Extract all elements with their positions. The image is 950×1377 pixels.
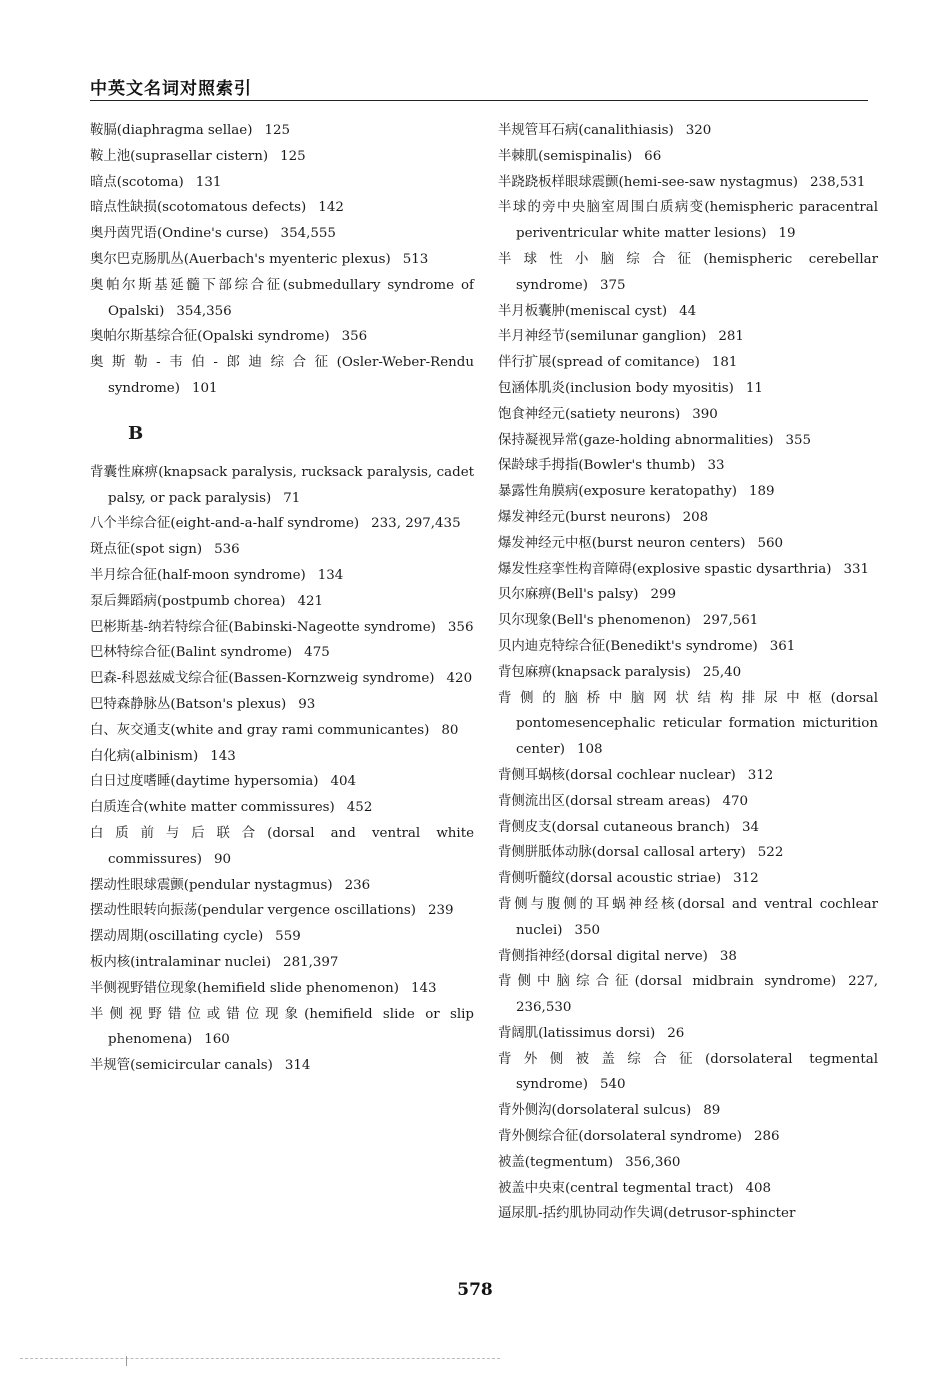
index-entry — [498, 428, 878, 454]
index-pages: 390 — [692, 406, 718, 422]
index-pages: 331 — [843, 561, 869, 577]
index-term: 被盖中央束(central tegmental tract) — [498, 1180, 734, 1196]
index-pages: 236 — [344, 877, 371, 893]
index-term: 白化病(albinism) — [90, 748, 199, 764]
index-pages: 108 — [576, 742, 603, 758]
index-entry — [90, 118, 474, 144]
index-entry — [90, 273, 474, 325]
index-entry — [498, 840, 878, 866]
index-term: 背外侧被盖综合征(dorsolateral tegmental syndrome) — [498, 1051, 878, 1093]
index-pages: 356,360 — [625, 1154, 681, 1170]
index-pages: 143 — [411, 980, 437, 996]
index-pages: 142 — [318, 200, 344, 216]
index-entry — [498, 376, 878, 402]
index-entry — [90, 744, 474, 770]
index-term: 背阔肌(latissimus dorsi) — [498, 1025, 656, 1041]
index-term: 半月神经节(semilunar ganglion) — [498, 329, 707, 345]
index-entry — [90, 924, 474, 950]
index-entry — [498, 1098, 878, 1124]
index-pages: 281 — [718, 329, 744, 345]
index-pages: 281,397 — [283, 954, 339, 970]
index-term: 泵后舞蹈病(postpumb chorea) — [90, 593, 286, 609]
index-term: 背囊性麻痹(knapsack paralysis, rucksack paralysis, cadet palsy, or pack paralysis) — [90, 464, 474, 506]
index-term: 半球的旁中央脑室周围白质病变(hemispheric paracentral periventricular white matter lesions) — [498, 200, 878, 242]
index-entry — [498, 350, 878, 376]
index-entry — [90, 950, 474, 976]
index-pages: 356 — [341, 329, 368, 345]
index-pages: 38 — [719, 948, 737, 964]
index-pages: 475 — [304, 645, 330, 661]
index-entry — [498, 402, 878, 428]
index-entry — [90, 589, 474, 615]
index-entry — [498, 892, 878, 944]
page-header-title: 中英文名词对照索引 — [90, 79, 252, 99]
index-entry — [498, 299, 878, 325]
index-pages: 286 — [753, 1129, 780, 1145]
index-pages: 33 — [707, 458, 725, 474]
index-term: 背侧皮支(dorsal cutaneous branch) — [498, 819, 730, 835]
index-entry — [90, 615, 474, 641]
index-term: 背侧与腹侧的耳蜗神经核(dorsal and ventral cochlear nuclei) — [498, 896, 878, 938]
index-entry — [498, 144, 878, 170]
index-pages: 299 — [650, 587, 676, 603]
index-pages: 356 — [447, 619, 474, 635]
index-term: 白质前与后联合(dorsal and ventral white commissures) — [90, 825, 474, 867]
index-entry — [498, 815, 878, 841]
index-entry — [90, 170, 474, 196]
index-term: 奥帕尔斯基延髓下部综合征(submedullary syndrome of Opalski) — [90, 277, 474, 319]
index-pages: 375 — [599, 277, 626, 293]
index-entry — [90, 873, 474, 899]
index-entry — [498, 1150, 878, 1176]
index-entry — [498, 531, 878, 557]
index-term: 半跷跷板样眼球震颤(hemi-see-saw nystagmus) — [498, 174, 799, 190]
index-entry — [498, 453, 878, 479]
index-entry — [90, 666, 474, 692]
index-term: 半规管耳石病(canalithiasis) — [498, 123, 674, 138]
index-entry — [90, 537, 474, 563]
index-pages: 93 — [298, 696, 316, 712]
index-pages: 404 — [330, 774, 357, 790]
index-term: 半侧视野错位现象(hemifield slide phenomenon) — [90, 980, 399, 996]
index-pages: 80 — [441, 722, 459, 738]
index-entry — [498, 763, 878, 789]
index-term: 半规管(semicircular canals) — [90, 1058, 273, 1074]
index-entry — [498, 944, 878, 970]
index-term: 摆动性眼转向振荡(pendular vergence oscillations) — [90, 903, 416, 919]
index-pages: 34 — [742, 819, 760, 835]
index-entry — [498, 1124, 878, 1150]
entries-b-list — [90, 460, 474, 1079]
index-term: 逼尿肌-括约肌协同动作失调(detrusor-sphincter — [498, 1206, 796, 1222]
index-pages: 350 — [574, 922, 601, 938]
index-pages: 131 — [195, 174, 222, 190]
index-term: 白、灰交通支(white and gray rami communicantes) — [90, 722, 430, 738]
index-term: 暗点(scotoma) — [90, 174, 184, 190]
index-entry — [498, 660, 878, 686]
index-term: 爆发神经元中枢(burst neuron centers) — [498, 535, 746, 551]
index-entry — [498, 969, 878, 1021]
index-entry — [90, 898, 474, 924]
bottom-scan-rule — [20, 1358, 500, 1359]
index-entry — [90, 511, 474, 537]
index-entry — [90, 718, 474, 744]
index-pages: 420 — [446, 671, 473, 687]
index-term: 奥帕尔斯基综合征(Opalski syndrome) — [90, 329, 330, 345]
index-entry — [90, 795, 474, 821]
index-term: 巴彬斯基-纳若特综合征(Babinski-Nageotte syndrome) — [90, 619, 436, 635]
index-pages: 90 — [214, 851, 232, 867]
index-pages: 44 — [679, 303, 697, 319]
index-pages: 134 — [317, 567, 344, 583]
index-term: 半棘肌(semispinalis) — [498, 148, 633, 164]
entries-a-list — [90, 118, 474, 402]
right-column — [498, 118, 878, 1227]
index-pages: 160 — [204, 1032, 230, 1048]
index-entry — [498, 1021, 878, 1047]
index-term: 奥斯勒-韦伯-郎迪综合征(Osler-Weber-Rendu syndrome) — [90, 355, 474, 396]
index-term: 巴森-科恩兹威戈综合征(Bassen-Kornzweig syndrome) — [90, 671, 435, 687]
index-term: 爆发神经元(burst neurons) — [498, 509, 671, 525]
index-term: 暴露性角膜病(exposure keratopathy) — [498, 484, 737, 500]
index-pages: 189 — [748, 484, 775, 500]
index-entry — [498, 608, 878, 634]
index-term: 保龄球手拇指(Bowler's thumb) — [498, 458, 696, 474]
page-header — [90, 72, 868, 101]
index-entry — [498, 686, 878, 763]
index-term: 背外侧沟(dorsolateral sulcus) — [498, 1103, 692, 1119]
index-pages: 208 — [682, 509, 709, 525]
index-pages: 233, 297,435 — [371, 516, 461, 532]
bottom-scan-tick — [126, 1356, 127, 1366]
index-term: 巴特森静脉丛(Batson's plexus) — [90, 696, 287, 712]
index-entry — [90, 692, 474, 718]
index-entry — [498, 170, 878, 196]
index-term: 贝尔现象(Bell's phenomenon) — [498, 613, 691, 629]
index-term: 暗点性缺损(scotomatous defects) — [90, 200, 307, 216]
index-entry — [90, 1002, 474, 1054]
index-term: 背包麻痹(knapsack paralysis) — [498, 664, 691, 680]
index-entry — [498, 505, 878, 531]
index-term: 板内核(intralaminar nuclei) — [90, 954, 272, 970]
index-term: 背侧指神经(dorsal digital nerve) — [498, 948, 708, 964]
index-entry — [90, 640, 474, 666]
index-term: 背侧中脑综合征(dorsal midbrain syndrome) — [498, 974, 837, 990]
index-pages: 452 — [346, 800, 373, 816]
index-term: 半月板囊肿(meniscal cyst) — [498, 303, 668, 319]
index-pages: 408 — [745, 1180, 771, 1196]
index-term: 奥丹茵咒语(Ondine's curse) — [90, 226, 269, 242]
index-pages: 227, 236,530 — [516, 974, 878, 1016]
index-pages: 239 — [428, 903, 454, 919]
index-term: 保持凝视异常(gaze-holding abnormalities) — [498, 432, 774, 448]
index-term: 白日过度嗜睡(daytime hypersomia) — [90, 774, 319, 790]
section-letter: B — [128, 422, 144, 444]
index-term: 背侧胼胝体动脉(dorsal callosal artery) — [498, 845, 746, 861]
index-term: 爆发性痉挛性构音障碍(explosive spastic dysarthria) — [498, 561, 832, 577]
index-pages: 320 — [685, 123, 712, 138]
index-term: 八个半综合征(eight-and-a-half syndrome) — [90, 516, 360, 532]
index-pages: 143 — [210, 748, 236, 764]
index-pages: 125 — [264, 123, 290, 138]
index-entry — [90, 144, 474, 170]
index-term: 半球性小脑综合征(hemispheric cerebellar syndrome) — [498, 251, 878, 293]
index-pages: 19 — [778, 226, 796, 242]
index-entry — [90, 1053, 474, 1079]
page-number: 578 — [457, 1280, 493, 1300]
index-entry — [498, 1047, 878, 1099]
index-pages: 25,40 — [702, 664, 742, 680]
index-entry — [498, 557, 878, 583]
index-entry — [498, 789, 878, 815]
index-entry — [90, 821, 474, 873]
index-pages: 560 — [757, 535, 783, 551]
index-term: 背侧的脑桥中脑网状结构排尿中枢(dorsal pontomesencephalic reticular formation micturition center) — [498, 690, 878, 758]
index-entry — [498, 195, 878, 247]
index-entry — [498, 324, 878, 350]
index-pages: 238,531 — [810, 174, 866, 190]
index-term: 巴林特综合征(Balint syndrome) — [90, 645, 293, 661]
index-pages: 297,561 — [702, 613, 759, 629]
index-pages: 71 — [283, 490, 301, 506]
index-pages: 470 — [722, 793, 749, 809]
index-term: 半侧视野错位或错位现象(hemifield slide or slip phenomena) — [90, 1006, 474, 1048]
index-pages: 312 — [733, 871, 759, 887]
index-term: 饱食神经元(satiety neurons) — [498, 406, 681, 422]
index-pages: 125 — [280, 148, 306, 164]
index-pages: 312 — [747, 767, 774, 783]
index-term: 背侧听髓纹(dorsal acoustic striae) — [498, 871, 722, 887]
index-entry — [498, 866, 878, 892]
index-term: 斑点征(spot sign) — [90, 542, 203, 558]
index-entry — [498, 582, 878, 608]
index-pages: 354,555 — [280, 226, 336, 242]
index-term: 背外侧综合征(dorsolateral syndrome) — [498, 1129, 742, 1145]
index-term: 摆动性眼球震颤(pendular nystagmus) — [90, 877, 333, 893]
index-term: 鞍膈(diaphragma sellae) — [90, 123, 253, 138]
index-term: 鞍上池(suprasellar cistern) — [90, 148, 269, 164]
index-entry — [498, 479, 878, 505]
index-term: 贝尔麻痹(Bell's palsy) — [498, 587, 639, 603]
index-term: 背侧耳蜗核(dorsal cochlear nuclear) — [498, 767, 736, 783]
index-term: 半月综合征(half-moon syndrome) — [90, 567, 306, 583]
index-term: 白质连合(white matter commissures) — [90, 800, 335, 816]
left-column — [90, 118, 474, 1079]
index-entry — [90, 350, 474, 402]
index-pages: 11 — [745, 380, 763, 396]
index-pages: 66 — [644, 148, 662, 164]
index-pages: 354,356 — [176, 303, 232, 319]
index-entry — [498, 1201, 878, 1227]
index-pages: 421 — [297, 593, 324, 609]
index-term: 伴行扩展(spread of comitance) — [498, 355, 700, 371]
index-pages: 314 — [284, 1058, 311, 1074]
index-term: 背侧流出区(dorsal stream areas) — [498, 793, 711, 809]
index-entry — [90, 563, 474, 589]
index-pages: 26 — [667, 1025, 685, 1041]
index-entry — [90, 324, 474, 350]
index-pages: 181 — [711, 355, 738, 371]
index-entry — [498, 118, 878, 144]
index-pages: 355 — [785, 432, 812, 448]
index-pages: 101 — [191, 380, 218, 396]
index-term: 贝内迪克特综合征(Benedikt's syndrome) — [498, 638, 758, 654]
index-term: 摆动周期(oscillating cycle) — [90, 929, 264, 945]
index-pages: 522 — [757, 845, 784, 861]
index-pages: 540 — [599, 1077, 626, 1093]
index-pages: 513 — [402, 251, 429, 267]
index-term: 奥尔巴克肠肌丛(Auerbach's myenteric plexus) — [90, 251, 391, 267]
right-entries-list — [498, 118, 878, 1227]
index-entry — [498, 1176, 878, 1202]
index-entry — [90, 247, 474, 273]
index-entry — [90, 976, 474, 1002]
index-pages: 559 — [275, 929, 301, 945]
index-entry — [90, 195, 474, 221]
index-entry — [90, 221, 474, 247]
index-term: 包涵体肌炎(inclusion body myositis) — [498, 380, 734, 396]
index-term: 被盖(tegmentum) — [498, 1154, 614, 1170]
index-entry — [498, 634, 878, 660]
index-pages: 536 — [214, 542, 240, 558]
index-entry — [90, 769, 474, 795]
index-pages: 89 — [703, 1103, 721, 1119]
index-pages: 361 — [769, 638, 796, 654]
index-entry — [90, 460, 474, 512]
index-entry — [498, 247, 878, 299]
